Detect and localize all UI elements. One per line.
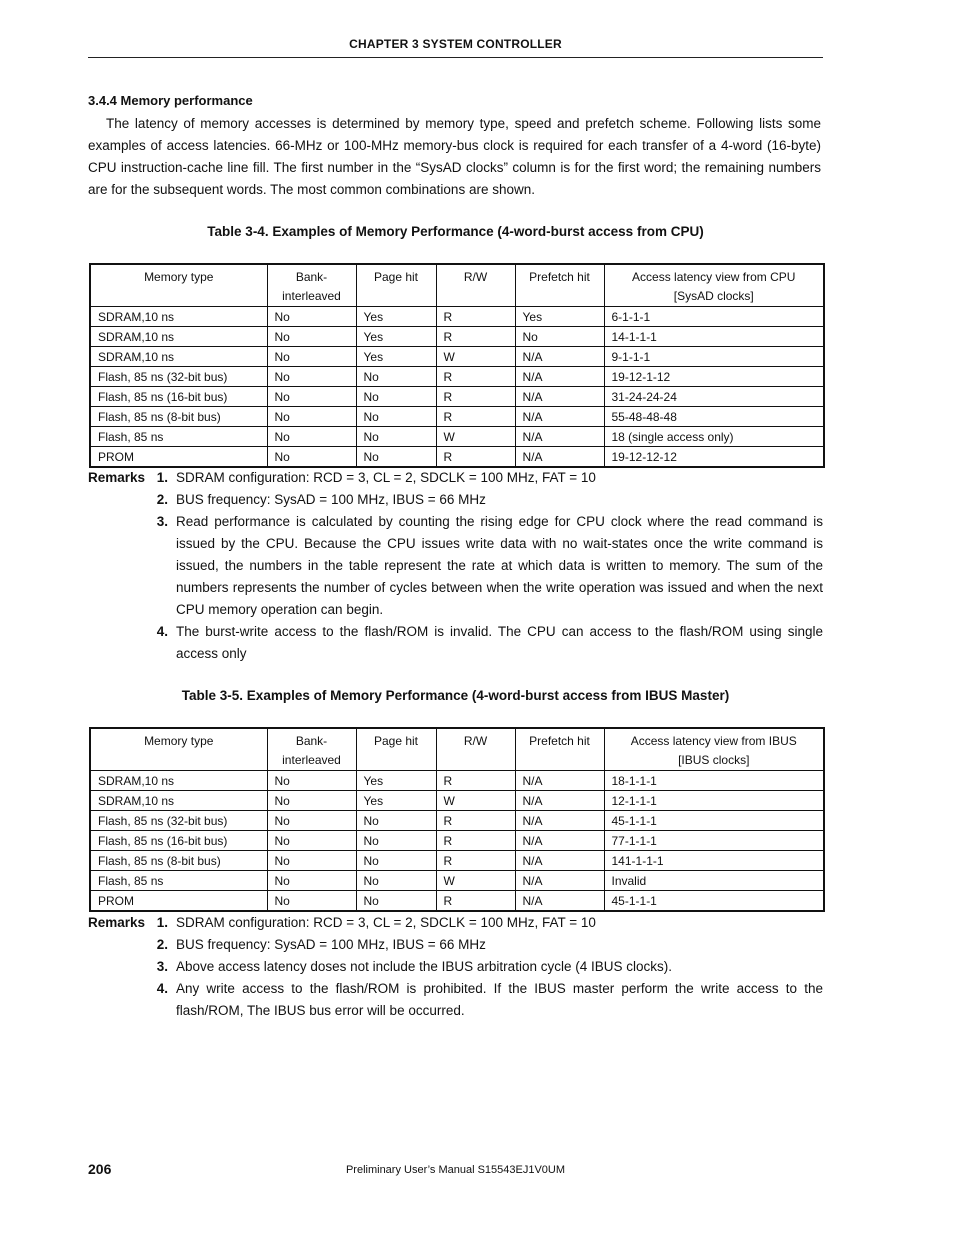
remark-label (88, 467, 168, 489)
column-header-text: Prefetch hit (529, 270, 590, 284)
remark-text: Read performance is calculated by counting the rising edge for CPU clock where the read command is issued by the CPU. Because the CPU issues write data with no wait-states once the write command is issued, the numbers in the table represent the rate at which data is written to memory. The sum of the numbers represents the number of cycles between when the write operation was issued and when the next CPU memory operation can begin. (176, 514, 823, 617)
table-cell: Yes (356, 327, 436, 347)
remark-text: The burst-write access to the flash/ROM is invalid. The CPU can access to the flash/ROM using single access only (176, 624, 823, 661)
table-cell: PROM (90, 891, 267, 912)
remark-label (88, 621, 168, 643)
table-cell: No (267, 811, 356, 831)
table-cell: 19-12-12-12 (604, 447, 824, 468)
table-cell: Flash, 85 ns (16-bit bus) (90, 387, 267, 407)
table-cell: No (267, 367, 356, 387)
column-header-text: R/W (463, 734, 488, 748)
table-cell: Yes (356, 347, 436, 367)
remark-label (88, 934, 168, 956)
column-header (604, 264, 824, 307)
table-cell: R (436, 407, 515, 427)
table-header-row (90, 264, 824, 307)
column-header-text: Page hit (373, 270, 419, 284)
table-cell: No (267, 851, 356, 871)
table-cell: N/A (515, 447, 604, 468)
table-cell: 18 (single access only) (604, 427, 824, 447)
table-cell: R (436, 387, 515, 407)
table-cell: Flash, 85 ns (16-bit bus) (90, 831, 267, 851)
table-cell: No (267, 447, 356, 468)
remark-number: 1. (156, 470, 168, 485)
table-cell: No (356, 427, 436, 447)
table-cell: R (436, 891, 515, 912)
table-cell: 31-24-24-24 (604, 387, 824, 407)
table-row (90, 851, 824, 871)
table-cell: No (267, 771, 356, 791)
table-cell: No (356, 387, 436, 407)
column-header-text: Bank- (295, 270, 328, 284)
table-row (90, 367, 824, 387)
table-cell: No (515, 327, 604, 347)
table-cell: 45-1-1-1 (604, 811, 824, 831)
table-cell: Flash, 85 ns (32-bit bus) (90, 367, 267, 387)
table-cell: 6-1-1-1 (604, 307, 824, 327)
table-cell: N/A (515, 891, 604, 912)
table-cell: N/A (515, 791, 604, 811)
remarks-word: Remarks (88, 915, 146, 930)
remark-label (88, 956, 168, 978)
table-cell: R (436, 307, 515, 327)
column-header-text: Prefetch hit (529, 734, 590, 748)
column-header-text: Memory type (144, 734, 214, 748)
remarks2 (88, 912, 823, 1022)
column-header (90, 264, 267, 307)
remark-number: 2. (156, 937, 168, 952)
column-header-text: R/W (463, 270, 488, 284)
table-cell: N/A (515, 831, 604, 851)
table-row (90, 811, 824, 831)
remarks1 (88, 467, 823, 665)
table-cell: R (436, 771, 515, 791)
table-cell: W (436, 427, 515, 447)
column-header (356, 264, 436, 307)
table-row (90, 447, 824, 468)
remark-item (88, 511, 823, 621)
table-cell: 45-1-1-1 (604, 891, 824, 912)
table-cell: No (356, 811, 436, 831)
remarks-word: Remarks (88, 470, 146, 485)
table1-caption: Table 3-4. Examples of Memory Performance (4-word-burst access from CPU) (207, 224, 704, 239)
remark-item (88, 912, 823, 934)
remark-text: Above access latency doses not include the IBUS arbitration cycle (4 IBUS clocks). (176, 959, 672, 974)
table-cell: No (356, 851, 436, 871)
table-row (90, 387, 824, 407)
table-cell: R (436, 447, 515, 468)
remark-number: 4. (156, 624, 168, 639)
remark-item (88, 934, 823, 956)
table-cell: No (356, 407, 436, 427)
column-header-text: Page hit (373, 734, 419, 748)
table2-memory-performance-ibus (89, 727, 825, 912)
table-cell: Flash, 85 ns (32-bit bus) (90, 811, 267, 831)
table-cell: N/A (515, 427, 604, 447)
table-cell: 14-1-1-1 (604, 327, 824, 347)
table-cell: No (267, 891, 356, 912)
table-row (90, 831, 824, 851)
remark-label (88, 511, 168, 533)
table-cell: N/A (515, 771, 604, 791)
remark-number: 3. (156, 959, 168, 974)
table-cell: 77-1-1-1 (604, 831, 824, 851)
table-cell: W (436, 347, 515, 367)
table-cell: Yes (515, 307, 604, 327)
table-cell: N/A (515, 347, 604, 367)
remark-item (88, 489, 823, 511)
header-rule (88, 57, 823, 58)
remark-text: Any write access to the flash/ROM is prohibited. If the IBUS master perform the write access to the flash/ROM, The IBUS bus error will be occurred. (176, 981, 823, 1018)
column-header (436, 264, 515, 307)
table-cell: Invalid (604, 871, 824, 891)
table-cell: R (436, 831, 515, 851)
remark-label (88, 978, 168, 1000)
table-cell: 9-1-1-1 (604, 347, 824, 367)
section-heading: 3.4.4 Memory performance (88, 93, 253, 108)
table-cell: Yes (356, 791, 436, 811)
column-header-text: [IBUS clocks] (678, 753, 750, 767)
table-row (90, 427, 824, 447)
remark-label (88, 912, 168, 934)
table-cell: No (267, 307, 356, 327)
table-cell: No (267, 791, 356, 811)
table-cell: N/A (515, 811, 604, 831)
table-row (90, 327, 824, 347)
footer-manual-id: Preliminary User’s Manual S15543EJ1V0UM (345, 1164, 566, 1176)
table-cell: No (267, 327, 356, 347)
remark-text: SDRAM configuration: RCD = 3, CL = 2, SDCLK = 100 MHz, FAT = 10 (176, 915, 596, 930)
table-cell: SDRAM,10 ns (90, 771, 267, 791)
table-row (90, 791, 824, 811)
table-header-row (90, 728, 824, 771)
remark-label (88, 489, 168, 511)
table-cell: No (267, 831, 356, 851)
column-header-text: [SysAD clocks] (673, 289, 754, 303)
table-row (90, 891, 824, 912)
table-row (90, 307, 824, 327)
table-cell: Yes (356, 771, 436, 791)
column-header (356, 728, 436, 771)
remark-number: 3. (156, 514, 168, 529)
column-header-text: Access latency view from IBUS (630, 734, 797, 748)
page-number: 206 (88, 1161, 112, 1177)
table-cell: N/A (515, 387, 604, 407)
column-header (436, 728, 515, 771)
table-cell: PROM (90, 447, 267, 468)
remark-item (88, 467, 823, 489)
table-cell: No (267, 347, 356, 367)
table-cell: R (436, 327, 515, 347)
table-cell: No (356, 447, 436, 468)
column-header (515, 728, 604, 771)
remark-text: BUS frequency: SysAD = 100 MHz, IBUS = 66 MHz (176, 492, 486, 507)
table-cell: N/A (515, 367, 604, 387)
table-cell: Yes (356, 307, 436, 327)
table-cell: SDRAM,10 ns (90, 307, 267, 327)
table-cell: SDRAM,10 ns (90, 791, 267, 811)
table-cell: Flash, 85 ns (90, 427, 267, 447)
table-cell: 12-1-1-1 (604, 791, 824, 811)
table-cell: N/A (515, 851, 604, 871)
table-cell: SDRAM,10 ns (90, 327, 267, 347)
column-header-text: Memory type (144, 270, 214, 284)
table-cell: W (436, 871, 515, 891)
table-cell: No (267, 871, 356, 891)
table-cell: 19-12-1-12 (604, 367, 824, 387)
table-cell: No (356, 367, 436, 387)
table-cell: SDRAM,10 ns (90, 347, 267, 367)
column-header (90, 728, 267, 771)
table-cell: No (356, 831, 436, 851)
remark-item (88, 978, 823, 1022)
table-cell: 55-48-48-48 (604, 407, 824, 427)
table-cell: N/A (515, 407, 604, 427)
remark-text: SDRAM configuration: RCD = 3, CL = 2, SDCLK = 100 MHz, FAT = 10 (176, 470, 596, 485)
column-header-text: Access latency view from CPU (632, 270, 796, 284)
table-cell: 141-1-1-1 (604, 851, 824, 871)
table-row (90, 347, 824, 367)
table-cell: R (436, 851, 515, 871)
remark-text: BUS frequency: SysAD = 100 MHz, IBUS = 66 MHz (176, 937, 486, 952)
column-header (267, 264, 356, 307)
table-cell: No (267, 407, 356, 427)
table-cell: Flash, 85 ns (90, 871, 267, 891)
column-header-text: interleaved (282, 753, 341, 767)
table-row (90, 871, 824, 891)
table1-memory-performance-cpu (89, 263, 825, 468)
table-cell: No (356, 891, 436, 912)
chapter-header: CHAPTER 3 SYSTEM CONTROLLER (349, 37, 562, 51)
table-cell: No (267, 387, 356, 407)
table2-caption: Table 3-5. Examples of Memory Performance (4-word-burst access from IBUS Master) (181, 688, 730, 703)
column-header (267, 728, 356, 771)
intro-paragraph: The latency of memory accesses is determined by memory type, speed and prefetch scheme. Following lists some examples of access latencies. 66-MHz or 100-MHz memory-bus clock is required for each transfer of a 4-word (16-byte) CPU instruction-cache line fill. The first number in the “SysAD clocks” column is for the first word; the remaining numbers are for the subsequent words. The most common combinations are shown. (88, 116, 821, 197)
column-header (515, 264, 604, 307)
table-row (90, 407, 824, 427)
table-cell: No (267, 427, 356, 447)
table-cell: R (436, 367, 515, 387)
remark-number: 4. (156, 981, 168, 996)
remark-item (88, 621, 823, 665)
table-cell: Flash, 85 ns (8-bit bus) (90, 407, 267, 427)
table-cell: N/A (515, 871, 604, 891)
table-cell: Flash, 85 ns (8-bit bus) (90, 851, 267, 871)
table-cell: W (436, 791, 515, 811)
column-header-text: interleaved (282, 289, 341, 303)
remark-number: 1. (156, 915, 168, 930)
column-header (604, 728, 824, 771)
table-cell: No (356, 871, 436, 891)
table-row (90, 771, 824, 791)
column-header-text: Bank- (295, 734, 328, 748)
table-cell: R (436, 811, 515, 831)
table-cell: 18-1-1-1 (604, 771, 824, 791)
remark-number: 2. (156, 492, 168, 507)
remark-item (88, 956, 823, 978)
